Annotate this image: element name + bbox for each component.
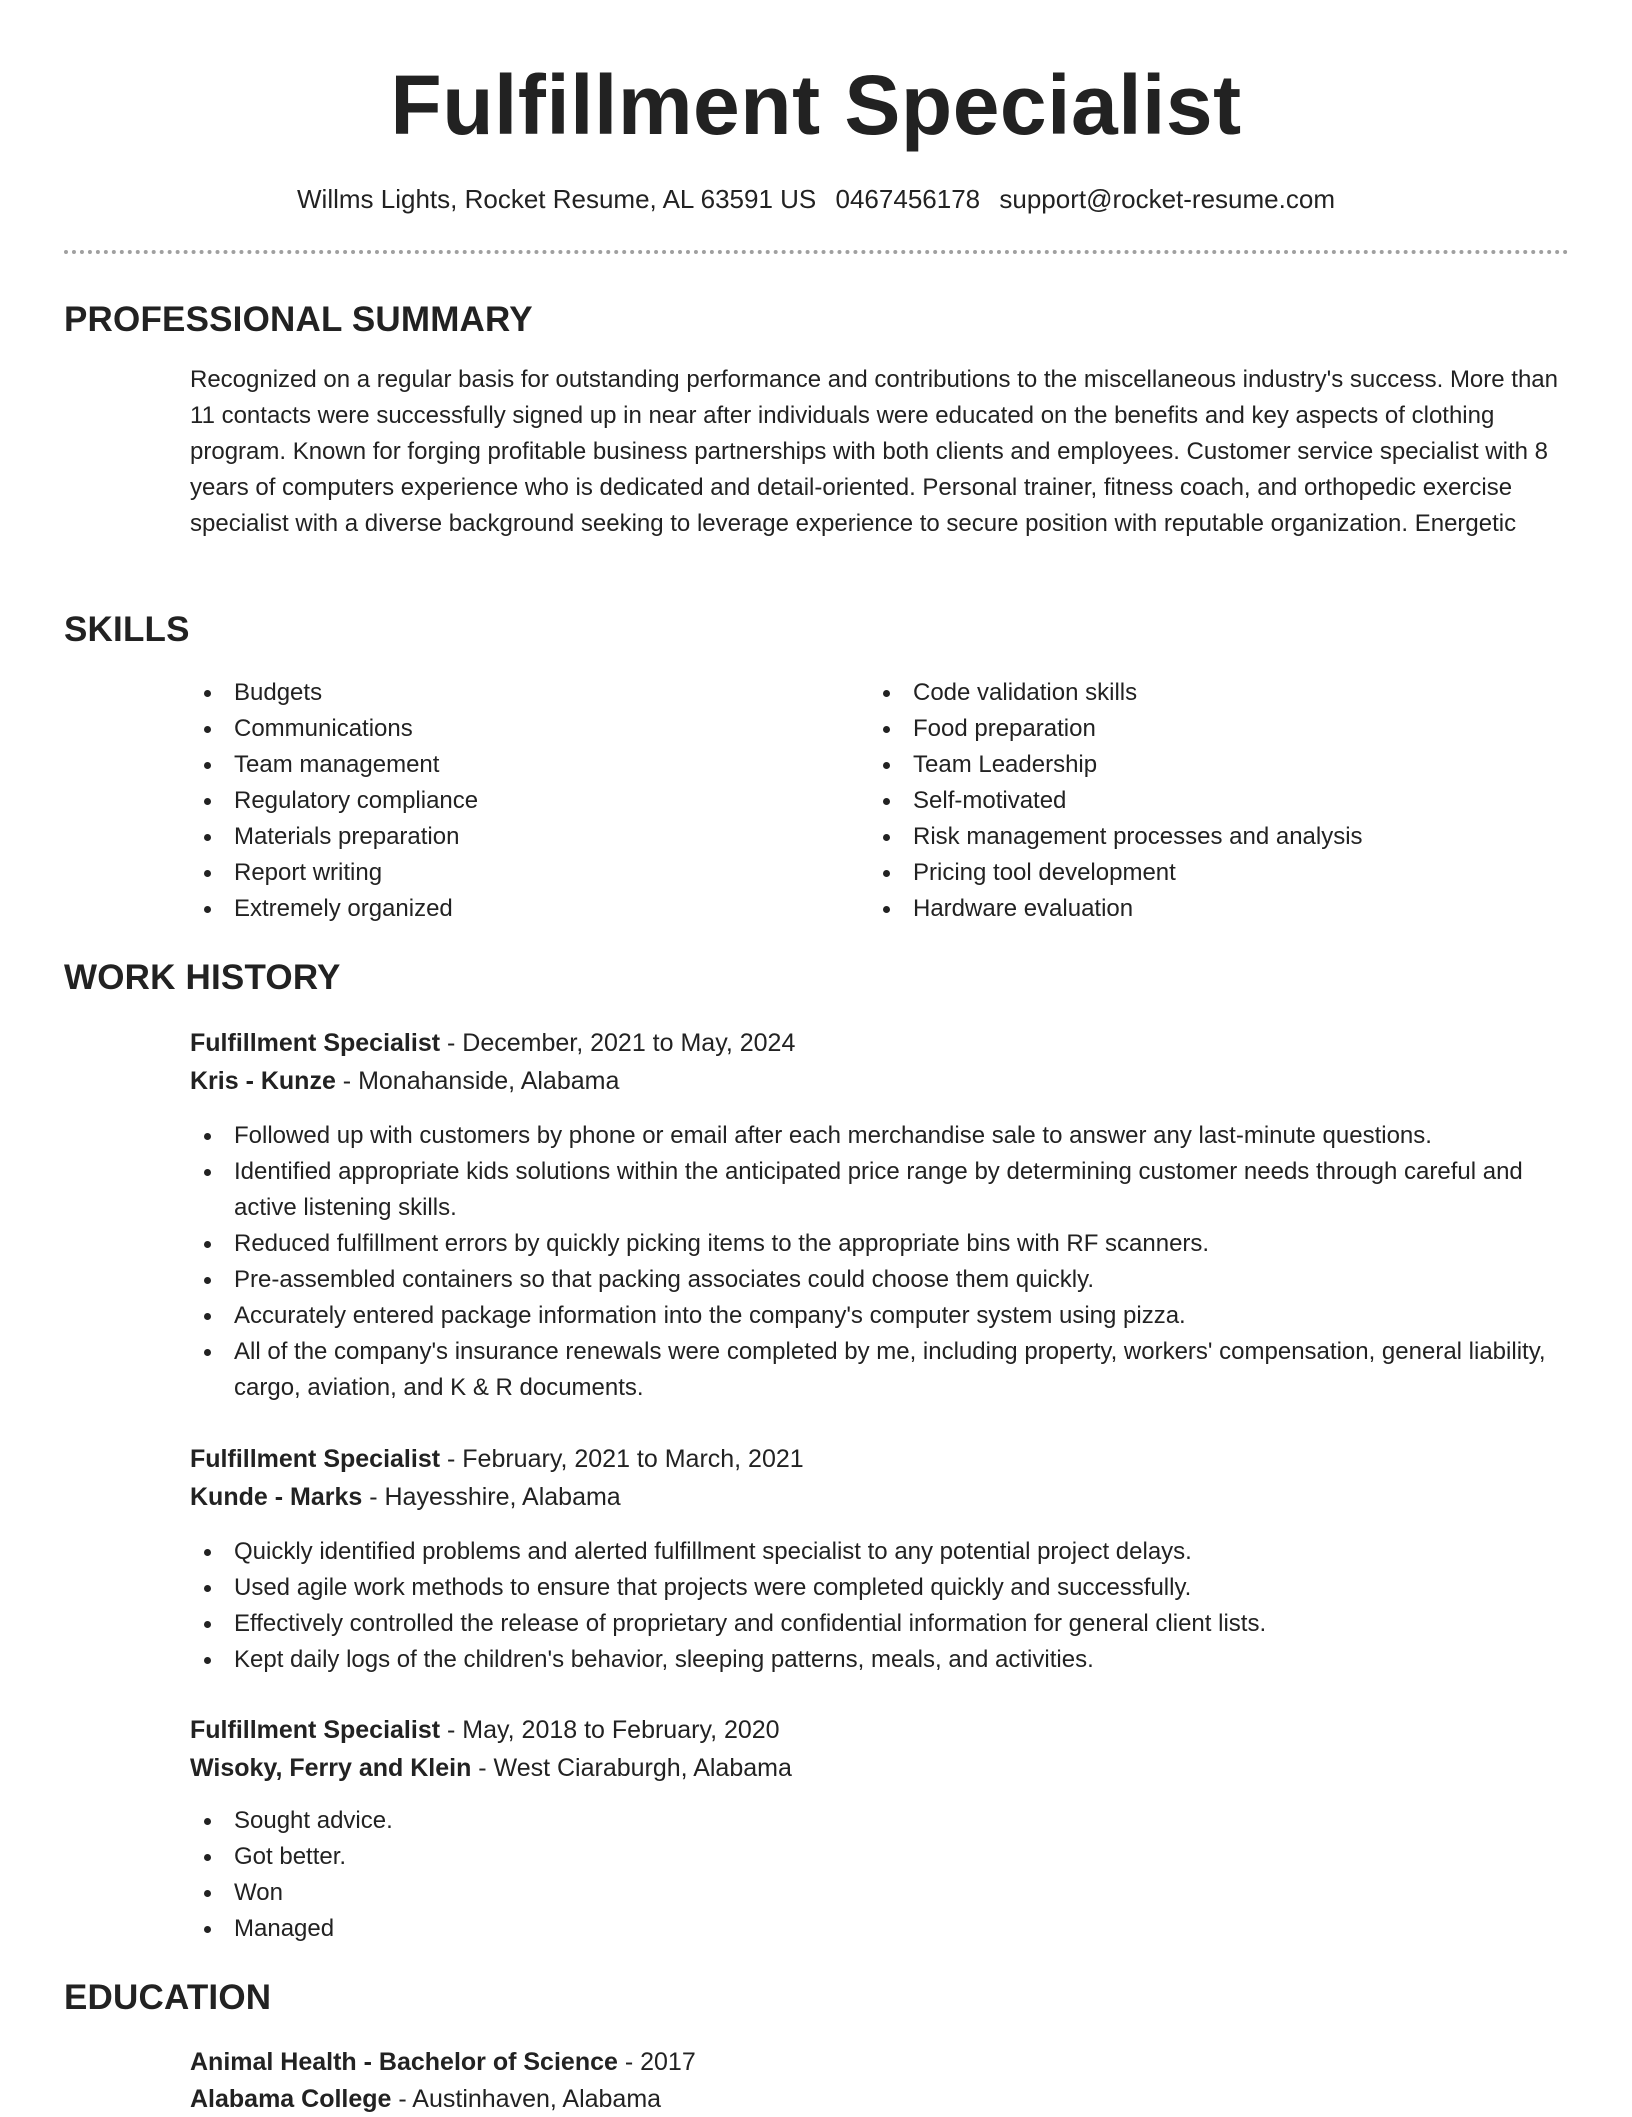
- job-bullet: Won: [190, 1875, 1570, 1911]
- job-title-line: [190, 1712, 780, 1748]
- skill-item: Report writing: [190, 855, 850, 891]
- education-location: - Austinhaven, Alabama: [391, 2085, 662, 2113]
- job-dates: - December, 2021 to May, 2024: [440, 1029, 796, 1057]
- job-bullet: Followed up with customers by phone or email after each merchandise sale to answer any last-minute questions.: [190, 1118, 1570, 1154]
- job-title-line: [190, 1441, 804, 1477]
- job-dates: - May, 2018 to February, 2020: [440, 1716, 780, 1744]
- job-bullet: Sought advice.: [190, 1803, 1570, 1839]
- skills-list-left: [190, 675, 850, 927]
- job-company: Kunde - Marks: [190, 1483, 363, 1511]
- skill-item: Code validation skills: [869, 675, 1549, 711]
- work-heading: WORK HISTORY: [64, 958, 341, 997]
- skills-list-right: [869, 675, 1549, 927]
- education-degree-line: [190, 2044, 696, 2080]
- skill-item: Extremely organized: [190, 891, 850, 927]
- education-degree: Animal Health - Bachelor of Science: [190, 2048, 618, 2076]
- job-bullet: Quickly identified problems and alerted fulfillment specialist to any potential project delays.: [190, 1534, 1570, 1570]
- job-bullet: Kept daily logs of the children's behavior, sleeping patterns, meals, and activities.: [190, 1642, 1570, 1678]
- job-title-line: [190, 1025, 795, 1061]
- skill-item: Self-motivated: [869, 783, 1549, 819]
- skill-item: Team management: [190, 747, 850, 783]
- job-bullets: [190, 1803, 1570, 1947]
- contact-address: Willms Lights, Rocket Resume, AL 63591 US: [297, 184, 817, 214]
- job-company: Wisoky, Ferry and Klein: [190, 1754, 472, 1782]
- job-title: Fulfillment Specialist: [190, 1716, 441, 1744]
- skill-item: Budgets: [190, 675, 850, 711]
- job-bullets: [190, 1118, 1570, 1406]
- contact-phone: 0467456178: [835, 184, 981, 214]
- job-bullet: Used agile work methods to ensure that projects were completed quickly and successfully.: [190, 1570, 1570, 1606]
- job-location: - Monahanside, Alabama: [335, 1067, 620, 1095]
- skill-item: Communications: [190, 711, 850, 747]
- skill-item: Food preparation: [869, 711, 1549, 747]
- job-location: - Hayesshire, Alabama: [362, 1483, 621, 1511]
- contact-line: [0, 182, 1632, 216]
- job-bullet: Identified appropriate kids solutions within the anticipated price range by determining customer needs through careful and active listening skills.: [190, 1154, 1570, 1226]
- job-bullet: Pre-assembled containers so that packing associates could choose them quickly.: [190, 1262, 1570, 1298]
- job-company-line: [190, 1479, 621, 1515]
- skill-item: Regulatory compliance: [190, 783, 850, 819]
- job-bullet: Accurately entered package information into the company's computer system using pizza.: [190, 1298, 1570, 1334]
- summary-text: Recognized on a regular basis for outstanding performance and contributions to the miscellaneous industry's success. More than 11 contacts were successfully signed up in near after individuals were educated on the benefits and key aspects of clothing program. Known for forging profitable business partnerships with both clients and employees. Customer service specialist with 8 years of computers experience who is dedicated and detail-oriented. Personal trainer, fitness coach, and orthopedic exercise specialist with a diverse background seeking to leverage experience to secure position with reputable organization. Energetic: [190, 366, 1558, 537]
- header-divider: [64, 250, 1569, 254]
- job-title: Fulfillment Specialist: [190, 1445, 441, 1473]
- job-company-line: [190, 1063, 619, 1099]
- job-company: Kris - Kunze: [190, 1067, 336, 1095]
- education-school: Alabama College: [190, 2085, 392, 2113]
- job-bullet: Effectively controlled the release of proprietary and confidential information for general client lists.: [190, 1606, 1570, 1642]
- skill-item: Materials preparation: [190, 819, 850, 855]
- job-location: - West Ciaraburgh, Alabama: [471, 1754, 792, 1782]
- job-bullet: All of the company's insurance renewals were completed by me, including property, workers' compensation, general liability, cargo, aviation, and K & R documents.: [190, 1334, 1570, 1406]
- job-company-line: [190, 1750, 792, 1786]
- education-heading: EDUCATION: [64, 1978, 272, 2017]
- skill-item: Hardware evaluation: [869, 891, 1549, 927]
- job-bullet: Reduced fulfillment errors by quickly picking items to the appropriate bins with RF scanners.: [190, 1226, 1570, 1262]
- skills-heading: SKILLS: [64, 610, 190, 649]
- job-title: Fulfillment Specialist: [190, 1029, 441, 1057]
- skill-item: Pricing tool development: [869, 855, 1549, 891]
- education-year: - 2017: [617, 2048, 696, 2076]
- job-dates: - February, 2021 to March, 2021: [440, 1445, 804, 1473]
- job-bullet: Got better.: [190, 1839, 1570, 1875]
- resume-name: Fulfillment Specialist: [390, 58, 1242, 152]
- contact-email: support@rocket-resume.com: [999, 184, 1335, 214]
- skill-item: Team Leadership: [869, 747, 1549, 783]
- job-bullet: Managed: [190, 1911, 1570, 1947]
- summary-heading: PROFESSIONAL SUMMARY: [64, 300, 533, 339]
- job-bullets: [190, 1534, 1570, 1678]
- skill-item: Risk management processes and analysis: [869, 819, 1549, 855]
